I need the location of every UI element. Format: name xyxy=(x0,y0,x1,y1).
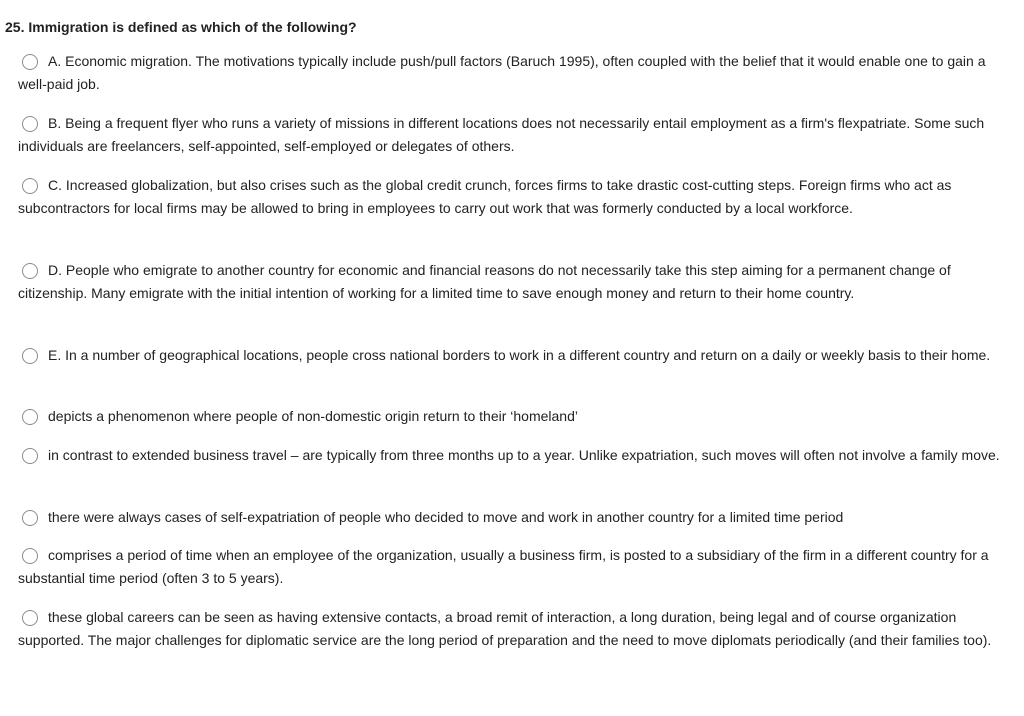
answer-option-b[interactable] xyxy=(18,115,1002,162)
answer-option-e[interactable] xyxy=(22,348,1002,371)
answer-option-i[interactable] xyxy=(18,547,1002,594)
option-label: B. Being a frequent flyer who runs a variety of missions in different locations does not necessarily entail employment as a firm's flexpatriate. Some such individuals are freelancers, self-appointed, self-employed or delegates of others. xyxy=(18,115,985,154)
answer-option-a[interactable] xyxy=(18,53,1002,100)
answer-option-h[interactable] xyxy=(22,510,1002,533)
question-title: 25. Immigration is defined as which of the following? xyxy=(5,19,357,35)
option-label: depicts a phenomenon where people of non-domestic origin return to their ‘homeland’ xyxy=(48,408,578,424)
answer-option-d[interactable] xyxy=(18,262,1002,309)
answer-option-c[interactable] xyxy=(18,177,1002,224)
option-label: A. Economic migration. The motivations typically include push/pull factors (Baruch 1995), often coupled with the belief that it would enable one to gain a well-paid job. xyxy=(18,53,986,92)
option-label: comprises a period of time when an employee of the organization, usually a business firm, is posted to a subsidiary of the firm in a different country for a substantial time period (often 3 to 5 years). xyxy=(18,547,989,586)
option-label: E. In a number of geographical locations, people cross national borders to work in a different country and return on a daily or weekly basis to their home. xyxy=(48,347,991,363)
answer-option-g[interactable] xyxy=(22,448,1002,471)
answer-option-f[interactable] xyxy=(22,409,1002,432)
answer-option-j[interactable] xyxy=(18,609,1002,656)
option-label: there were always cases of self-expatriation of people who decided to move and work in another country for a limited time period xyxy=(48,509,844,525)
option-label: these global careers can be seen as having extensive contacts, a broad remit of interaction, a long duration, being legal and of course organization supported. The major challenges for diplomatic service are the long period of preparation and the need to move diplomats periodically (and their families too). xyxy=(18,609,992,648)
option-label: D. People who emigrate to another country for economic and financial reasons do not necessarily take this step aiming for a permanent change of citizenship. Many emigrate with the initial intention of working for a limited time to save enough money and return to their home country. xyxy=(18,262,951,301)
option-label: C. Increased globalization, but also crises such as the global credit crunch, forces firms to take drastic cost-cutting steps. Foreign firms who act as subcontractors for local firms may be allowed to bring in employees to carry out work that was formerly conducted by a local workforce. xyxy=(18,177,952,216)
option-label: in contrast to extended business travel – are typically from three months up to a year. Unlike expatriation, such moves will often not involve a family move. xyxy=(48,447,1000,463)
